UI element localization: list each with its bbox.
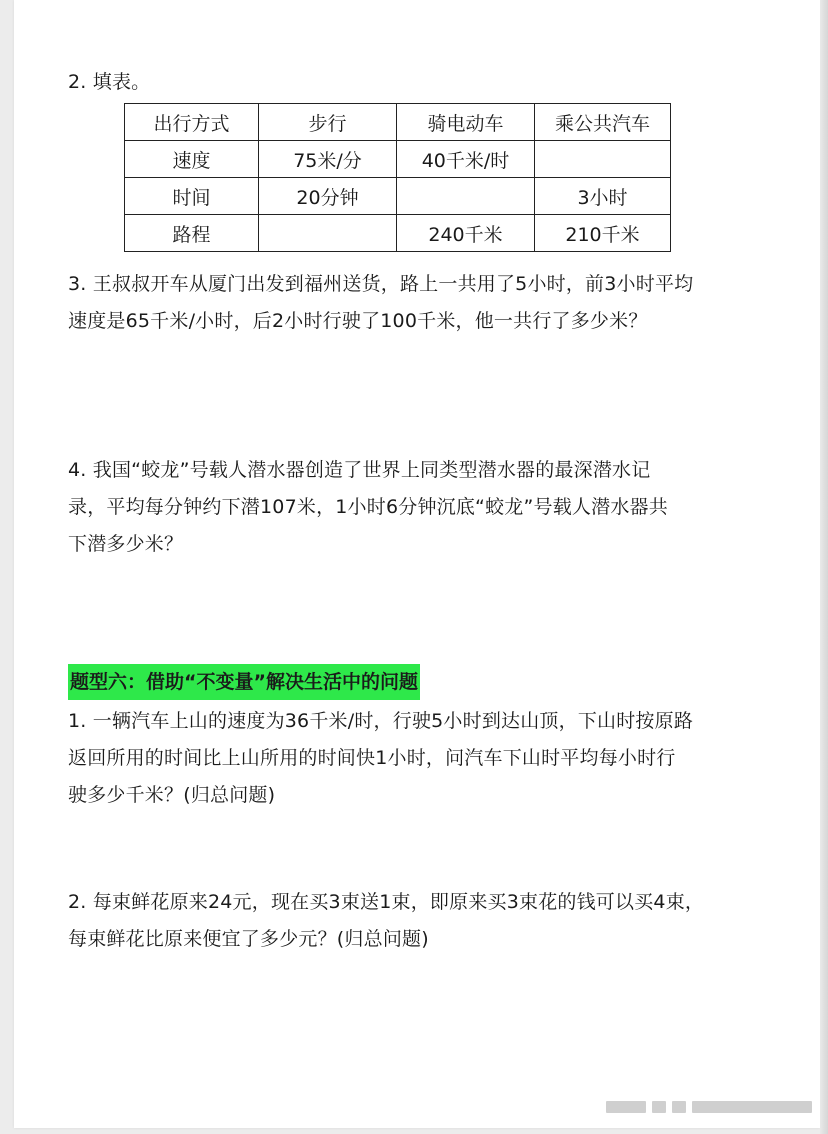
table-header-cell: 出行方式 xyxy=(125,104,259,141)
table-cell: 速度 xyxy=(125,141,259,178)
table-cell: 75米/分 xyxy=(259,141,397,178)
section-6-question-1-line: 1. 一辆汽车上山的速度为36千米/时，行驶5小时到达山顶，下山时按原路 xyxy=(68,710,694,732)
table-cell-blank xyxy=(259,215,397,252)
table-cell: 210千米 xyxy=(535,215,671,252)
table-cell: 20分钟 xyxy=(259,178,397,215)
table-row xyxy=(125,141,671,178)
table-cell: 40千米/时 xyxy=(397,141,535,178)
table-cell: 时间 xyxy=(125,178,259,215)
question-2-title xyxy=(68,64,768,101)
section-6-question-2-line: 每束鲜花比原来便宜了多少元？(归总问题) xyxy=(68,928,429,950)
indicator-segment xyxy=(672,1101,686,1113)
question-4 xyxy=(68,452,768,563)
indicator-segment xyxy=(606,1101,646,1113)
table-header-row xyxy=(125,104,671,141)
question-4-line: 4. 我国“蛟龙”号载人潜水器创造了世界上同类型潜水器的最深潜水记 xyxy=(68,459,651,481)
section-6-question-1 xyxy=(68,703,768,814)
section-6-heading-text: 题型六：借助“不变量”解决生活中的问题 xyxy=(70,671,418,693)
table-header-cell: 乘公共汽车 xyxy=(535,104,671,141)
question-2-title-text: 2. 填表。 xyxy=(68,71,151,93)
table-row xyxy=(125,215,671,252)
question-4-line: 下潜多少米？ xyxy=(68,533,184,555)
indicator-segment xyxy=(652,1101,666,1113)
page-scroll-indicator xyxy=(606,1097,816,1117)
table-cell: 3小时 xyxy=(535,178,671,215)
question-3 xyxy=(68,266,768,340)
table-row xyxy=(125,178,671,215)
section-6-question-1-line: 返回所用的时间比上山所用的时间快1小时，问汽车下山时平均每小时行 xyxy=(68,747,676,769)
question-3-line: 3. 王叔叔开车从厦门出发到福州送货，路上一共用了5小时，前3小时平均 xyxy=(68,273,694,295)
table-cell-blank xyxy=(397,178,535,215)
section-6-heading xyxy=(68,664,420,700)
page-edge-shadow xyxy=(820,0,828,1134)
question-4-line: 录，平均每分钟约下潜107米，1小时6分钟沉底“蛟龙”号载人潜水器共 xyxy=(68,496,668,518)
section-6-question-2 xyxy=(68,884,768,958)
table-cell: 240千米 xyxy=(397,215,535,252)
section-6-question-1-line: 驶多少千米？(归总问题) xyxy=(68,784,276,806)
indicator-segment xyxy=(692,1101,812,1113)
table-header-cell: 步行 xyxy=(259,104,397,141)
table-cell: 路程 xyxy=(125,215,259,252)
question-3-line: 速度是65千米/小时，后2小时行驶了100千米，他一共行了多少米？ xyxy=(68,310,648,332)
table-cell-blank xyxy=(535,141,671,178)
section-6-question-2-line: 2. 每束鲜花原来24元，现在买3束送1束，即原来买3束花的钱可以买4束， xyxy=(68,891,705,913)
travel-table xyxy=(124,103,671,252)
table-header-cell: 骑电动车 xyxy=(397,104,535,141)
